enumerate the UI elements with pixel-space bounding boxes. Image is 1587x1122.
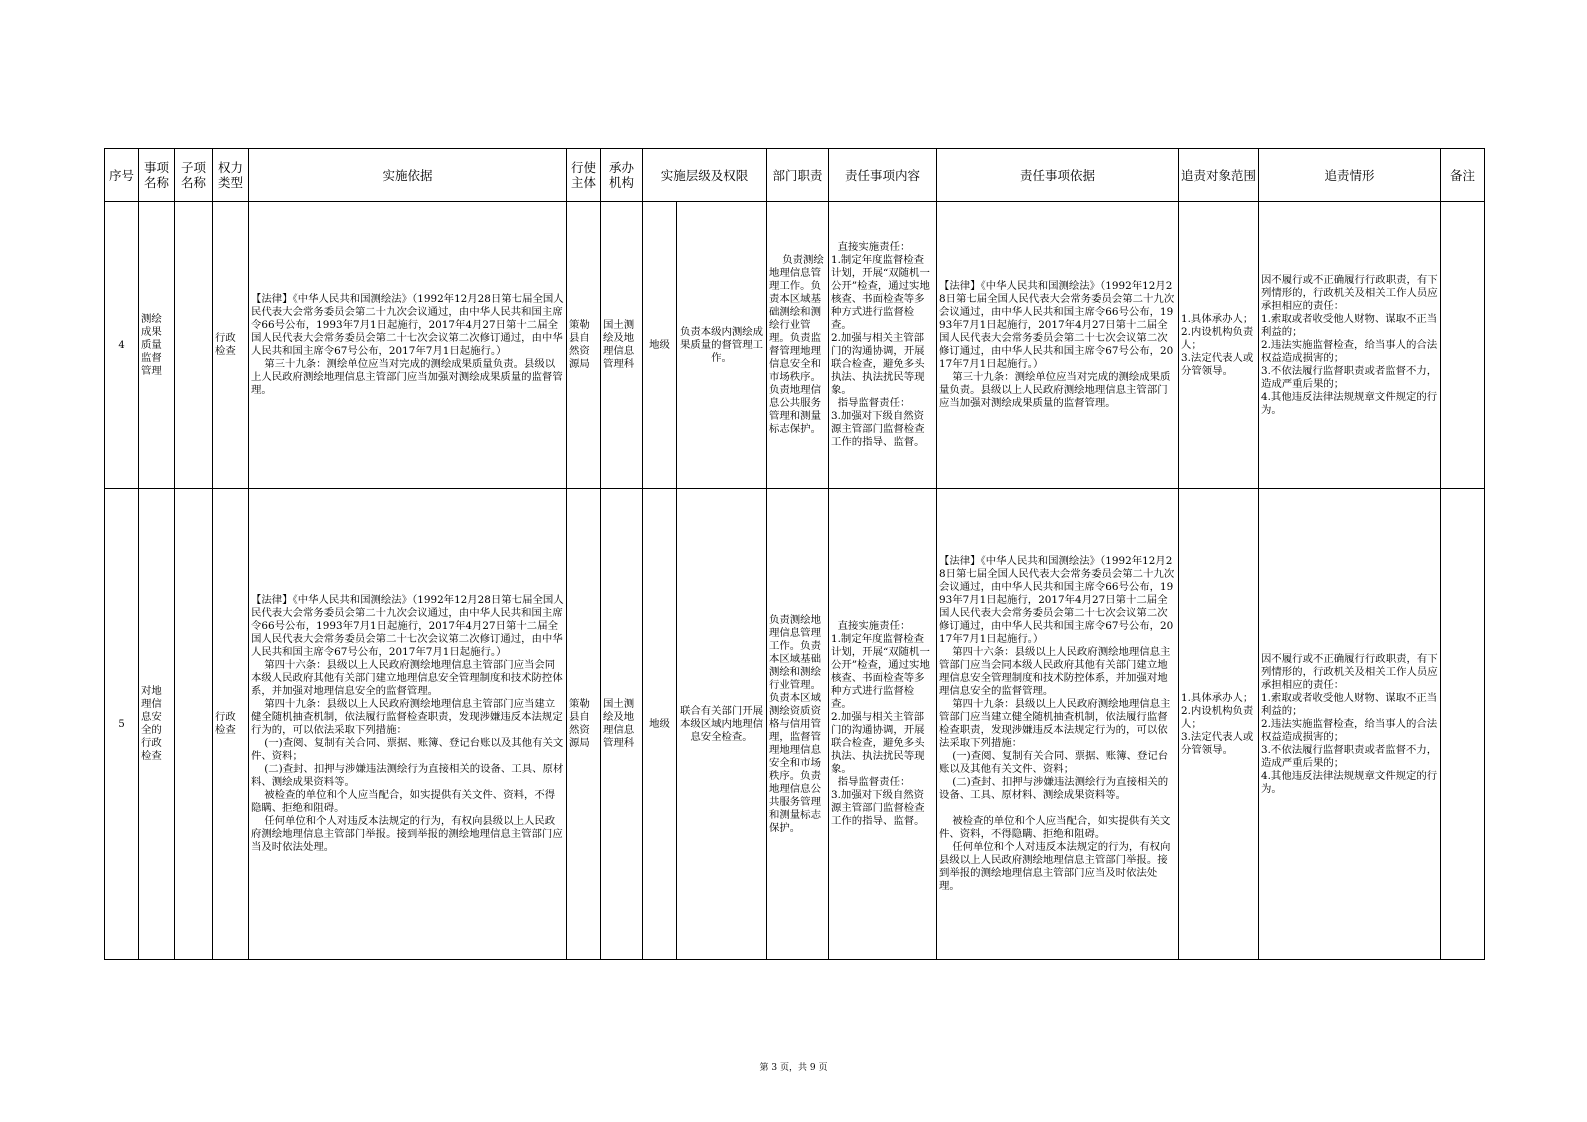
cell-remark <box>1441 489 1485 960</box>
cell-power-type: 行政检查 <box>213 489 249 960</box>
cell-subject: 策勒县自然资源局 <box>567 489 601 960</box>
header-org: 承办机构 <box>601 149 643 202</box>
cell-seq: 5 <box>105 489 139 960</box>
header-sub-name: 子项名称 <box>175 149 213 202</box>
cell-resp-content: 直接实施责任： 1.制定年度监督检查计划，开展“双随机一公开”检查，通过实地核查、书面检查等多种方式进行监督检查。 2.加强与相关主管部门的沟通协调，开展联合检查，避免多头执法、执法扰民等现象。 指导监督责任： 3.加强对下级自然资源主管部门监督检查工作的指导、监督。 <box>829 202 937 489</box>
cell-resp-basis: 【法律】《中华人民共和国测绘法》（1992年12月28日第七届全国人民代表大会常务委员会第二十九次会议通过，由中华人民共和国主席令66号公布，1993年7月1日起施行，2017年4月27日第十二届全国人民代表大会常务委员会第二十七次会议第二次修订通过，由中华人民共和国主席令67号公布，2017年7月1日起施行。） 第四十六条：县级以上人民政府测绘地理信息主管部门应当会同本级人民政府其他有关部门建立地理信息安全管理制度和技术防控体系，并加强对地理信息安全的监督管理。 第四十九条：县级以上人民政府测绘地理信息主管部门应当建立健全随机抽查机制，依法履行监督检查职责，发现涉嫌违反本法规定行为的，可以依法采取下列措施： (一)查阅、复制有关合同、票据、账簿、登记台账以及其他有关文件、资料； (二)查封、扣押与涉嫌违法测绘行为直接相关的设备、工具、原材料、测绘成果资料等。 被检查的单位和个人应当配合，如实提供有关文件、资料，不得隐瞒、拒绝和阻碍。 任何单位和个人对违反本法规定的行为，有权向县级以上人民政府测绘地理信息主管部门举报。接到举报的测绘地理信息主管部门应当及时依法处理。 <box>937 489 1179 960</box>
header-seq: 序号 <box>105 149 139 202</box>
responsibility-table <box>104 148 1485 960</box>
cell-level: 地级 <box>643 489 677 960</box>
cell-sub-name <box>175 202 213 489</box>
cell-org: 国土测绘及地理信息管理科 <box>601 202 643 489</box>
cell-power-type: 行政检查 <box>213 202 249 489</box>
cell-accountable-cases: 因不履行或不正确履行行政职责，有下列情形的，行政机关及相关工作人员应承担相应的责任： 1.索取或者收受他人财物、谋取不正当利益的； 2.违法实施监督检查，给当事人的合法权益造成损害的； 3.不依法履行监督职责或者监督不力，造成严重后果的； 4.其他违反法律法规规章文件规定的行为。 <box>1259 489 1441 960</box>
table-row <box>105 489 1485 960</box>
cell-resp-content: 直接实施责任： 1.制定年度监督检查计划，开展“双随机一公开”检查，通过实地核查、书面检查等多种方式进行监督检查。 2.加强与相关主管部门的沟通协调，开展联合检查，避免多头执法、执法扰民等现象。 指导监督责任： 3.加强对下级自然资源主管部门监督检查工作的指导、监督。 <box>829 489 937 960</box>
header-resp-basis: 责任事项依据 <box>937 149 1179 202</box>
cell-dept-duty: 负责测绘地理信息管理工作。负责本区域基础测绘和测绘行业管理。负责本区域测绘资质资格与信用管理，监督管理地理信息安全和市场秩序。负责地理信息公共服务管理和测量标志保护。 <box>767 489 829 960</box>
header-subject: 行使主体 <box>567 149 601 202</box>
header-power-type: 权力类型 <box>213 149 249 202</box>
header-row <box>105 149 1485 202</box>
cell-org: 国土测绘及地理信息管理科 <box>601 489 643 960</box>
cell-remark <box>1441 202 1485 489</box>
cell-level-desc: 负责本级内测绘成果质量的督管理工作。 <box>677 202 767 489</box>
header-accountable-scope: 追责对象范围 <box>1179 149 1259 202</box>
cell-accountable-scope: 1.具体承办人； 2.内设机构负责人； 3.法定代表人或分管领导。 <box>1179 489 1259 960</box>
cell-seq: 4 <box>105 202 139 489</box>
cell-accountable-cases: 因不履行或不正确履行行政职责，有下列情形的，行政机关及相关工作人员应承担相应的责任： 1.索取或者收受他人财物、谋取不正当利益的； 2.违法实施监督检查，给当事人的合法权益造成损害的； 3.不依法履行监督职责或者监督不力，造成严重后果的； 4.其他违反法律法规规章文件规定的行为。 <box>1259 202 1441 489</box>
cell-resp-basis: 【法律】《中华人民共和国测绘法》（1992年12月28日第七届全国人民代表大会常务委员会第二十九次会议通过，由中华人民共和国主席令66号公布，1993年7月1日起施行，2017年4月27日第十二届全国人民代表大会常务委员会第二十七次会议第二次修订通过，由中华人民共和国主席令67号公布，2017年7月1日起施行。） 第三十九条：测绘单位应当对完成的测绘成果质量负责。县级以上人民政府测绘地理信息主管部门应当加强对测绘成果质量的监督管理。 <box>937 202 1179 489</box>
cell-basis: 【法律】《中华人民共和国测绘法》（1992年12月28日第七届全国人民代表大会常务委员会第二十九次会议通过，由中华人民共和国主席令66号公布，1993年7月1日起施行，2017年4月27日第十二届全国人民代表大会常务委员会第二十七次会议第二次修订通过，由中华人民共和国主席令67号公布，2017年7月1日起施行。） 第三十九条：测绘单位应当对完成的测绘成果质量负责。县级以上人民政府测绘地理信息主管部门应当加强对测绘成果质量的监督管理。 <box>249 202 567 489</box>
header-level: 实施层级及权限 <box>643 149 767 202</box>
header-basis: 实施依据 <box>249 149 567 202</box>
header-item-name: 事项名称 <box>139 149 175 202</box>
cell-item-name: 对地理信息安全的行政检查 <box>139 489 175 960</box>
header-accountable-cases: 追责情形 <box>1259 149 1441 202</box>
cell-dept-duty: 负责测绘地理信息管理工作。负责本区域基础测绘和测绘行业管理。负责监督管理地理信息安全和市场秩序。负责地理信息公共服务管理和测量标志保护。 <box>767 202 829 489</box>
cell-sub-name <box>175 489 213 960</box>
table-row <box>105 202 1485 489</box>
cell-subject: 策勒县自然资源局 <box>567 202 601 489</box>
cell-level-desc: 联合有关部门开展本级区域内地理信息安全检查。 <box>677 489 767 960</box>
cell-item-name: 测绘成果质量监督管理 <box>139 202 175 489</box>
cell-level: 地级 <box>643 202 677 489</box>
page-footer: 第 3 页，共 9 页 <box>759 1063 828 1073</box>
cell-accountable-scope: 1.具体承办人； 2.内设机构负责人； 3.法定代表人或分管领导。 <box>1179 202 1259 489</box>
header-dept-duty: 部门职责 <box>767 149 829 202</box>
header-remark: 备注 <box>1441 149 1485 202</box>
header-resp-content: 责任事项内容 <box>829 149 937 202</box>
cell-basis: 【法律】《中华人民共和国测绘法》（1992年12月28日第七届全国人民代表大会常务委员会第二十九次会议通过，由中华人民共和国主席令66号公布，1993年7月1日起施行，2017年4月27日第十二届全国人民代表大会常务委员会第二十七次会议第二次修订通过，由中华人民共和国主席令67号公布，2017年7月1日起施行。） 第四十六条：县级以上人民政府测绘地理信息主管部门应当会同本级人民政府其他有关部门建立地理信息安全管理制度和技术防控体系，并加强对地理信息安全的监督管理。 第四十九条：县级以上人民政府测绘地理信息主管部门应当建立健全随机抽查机制，依法履行监督检查职责，发现涉嫌违反本法规定行为的，可以依法采取下列措施： (一)查阅、复制有关合同、票据、账簿、登记台账以及其他有关文件、资料； (二)查封、扣押与涉嫌违法测绘行为直接相关的设备、工具、原材料、测绘成果资料等。 被检查的单位和个人应当配合，如实提供有关文件、资料，不得隐瞒、拒绝和阻碍。 任何单位和个人对违反本法规定的行为，有权向县级以上人民政府测绘地理信息主管部门举报。接到举报的测绘地理信息主管部门应当及时依法处理。 <box>249 489 567 960</box>
